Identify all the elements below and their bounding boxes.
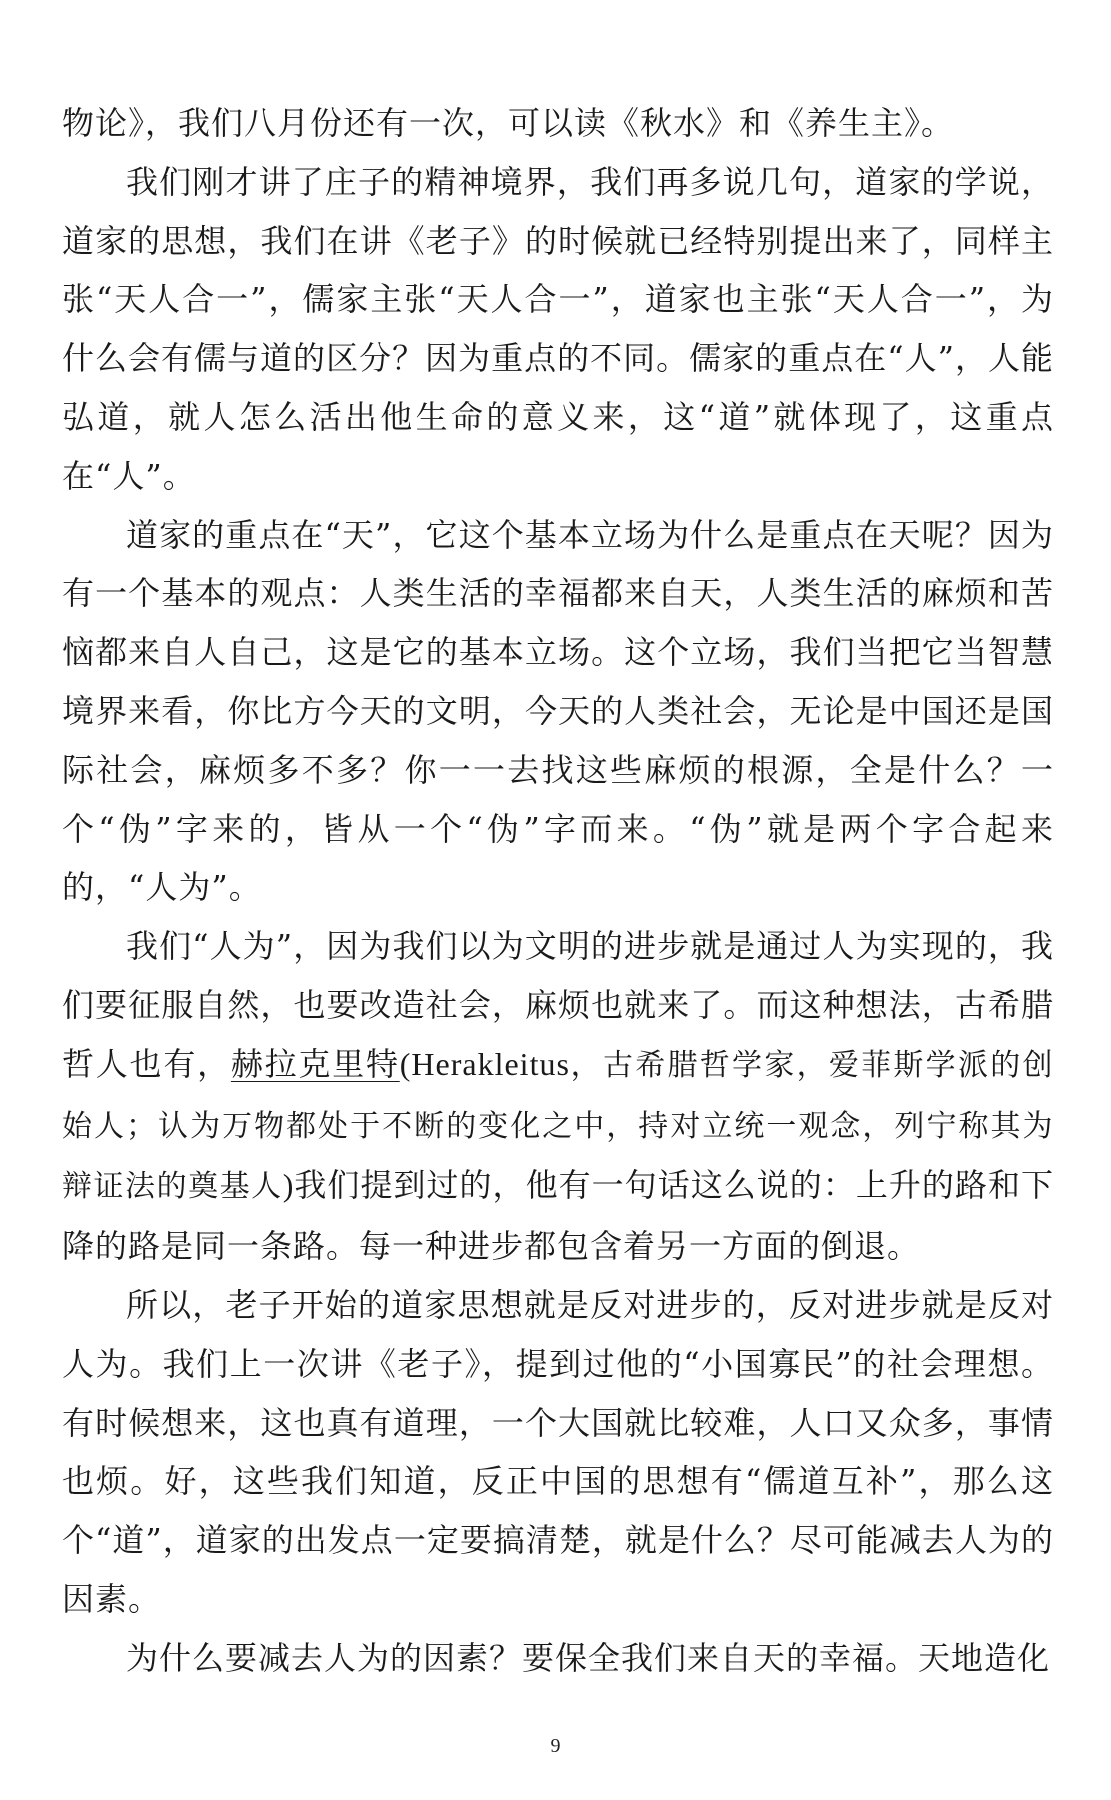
- paragraph-4-tail: 我们提到过的，他有一句话这么说的：上升的路和下降的路是同一条路。每一种进步都包含着另一方面的倒退。: [62, 1166, 1054, 1266]
- page-number: 9: [550, 1735, 561, 1757]
- heraclitus-annotation: ，古希腊哲学家，爱菲斯学派的创始人；认为万物都处于不断的变化之中，持对立统一观念，列宁称其为辩证法的奠基人: [62, 1047, 1054, 1205]
- paragraph-5: 所以，老子开始的道家思想就是反对进步的，反对进步就是反对人为。我们上一次讲《老子》，提到过他的“小国寡民”的社会理想。有时候想来，这也真有道理，一个大国就比较难，人口又众多，事情也烦。好，这些我们知道，反正中国的思想有“儒道互补”，那么这个“道”，道家的出发点一定要搞清楚，就是什么？尽可能减去人为的因素。: [62, 1285, 1054, 1618]
- document-body: [62, 94, 1054, 1688]
- paren-open: (: [399, 1045, 412, 1082]
- paragraph-2: 我们刚才讲了庄子的精神境界，我们再多说几句，道家的学说，道家的思想，我们在讲《老子》的时候就已经特别提出来了，同样主张“天人合一”，儒家主张“天人合一”，道家也主张“天人合一”，为什么会有儒与道的区分？因为重点的不同。儒家的重点在“人”，人能弘道，就人怎么活出他生命的意义来，这“道”就体现了，这重点在“人”。: [62, 162, 1054, 495]
- paren-close: ): [282, 1167, 295, 1204]
- paragraph-4-lead: 我们“人为”，因为我们以为文明的进步就是通过人为实现的，我们要征服自然，也要改造社会，麻烦也就来了。而这种想法，古希腊哲人也有，: [62, 927, 1054, 1083]
- heraclitus-term: 赫拉克里特: [230, 1044, 400, 1083]
- paragraph-4: [62, 917, 1054, 1276]
- paragraph-1: 物论》，我们八月份还有一次，可以读《秋水》和《养生主》。: [62, 104, 955, 142]
- heraclitus-latin-name: Herakleitus: [411, 1045, 570, 1082]
- paragraph-3: 道家的重点在“天”，它这个基本立场为什么是重点在天呢？因为有一个基本的观点：人类生活的幸福都来自天，人类生活的麻烦和苦恼都来自人自己，这是它的基本立场。这个立场，我们当把它当智慧境界来看，你比方今天的文明，今天的人类社会，无论是中国还是国际社会，麻烦多不多？你一一去找这些麻烦的根源，全是什么？一个“伪”字来的，皆从一个“伪”字而来。“伪”就是两个字合起来的，“人为”。: [62, 515, 1054, 907]
- paragraph-6: 为什么要减去人为的因素？要保全我们来自天的幸福。天地造化: [126, 1638, 1051, 1677]
